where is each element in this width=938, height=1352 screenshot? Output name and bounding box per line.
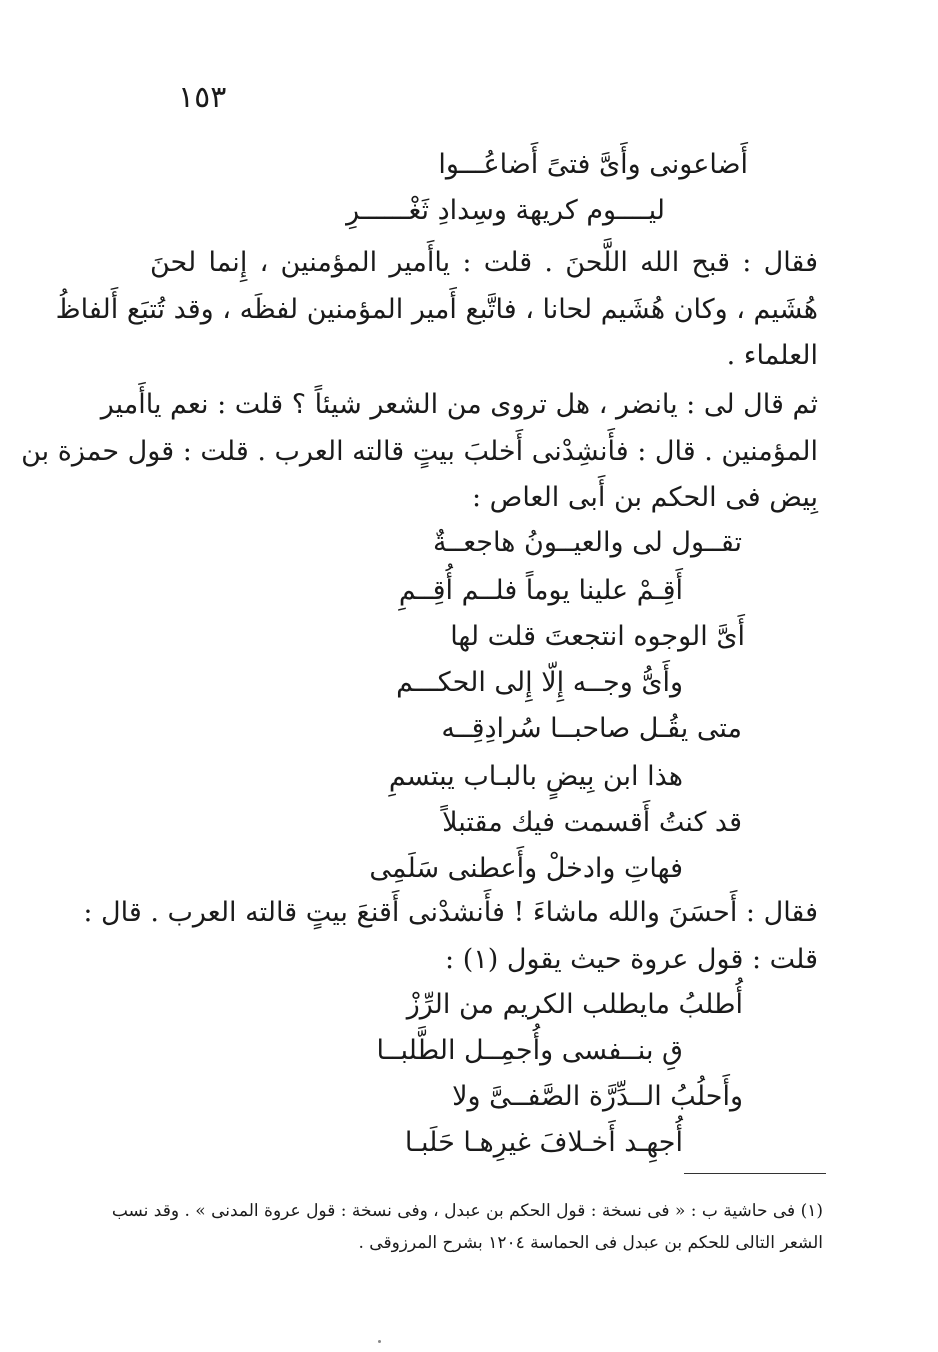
prose-line: المؤمنين . قال : فأَنشِدْنى أَخلبَ بيتٍ قالته العرب . قلت : قول حمزة بن (21, 436, 818, 467)
poem-hemistich: قد كنتُ أَقسمت فيك مقتبلاً (442, 807, 742, 838)
footnote-line: (١) فى حاشية ب : « فى نسخة : قول الحكم بن عبدل ، وفى نسخة : قول عروة المدنى » . وقد نسب (111, 1201, 823, 1221)
poem-hemistich: أَىَّ الوجوه انتجعتَ قلت لها (450, 621, 745, 652)
poem-hemistich: تقــول لى والعيــونُ هاجعــةٌ (432, 527, 742, 558)
poem-hemistich: أُطلبُ مايطلب الكريم من الرِّزْ (406, 989, 743, 1020)
prose-line: قلت : قول عروة حيث يقول (١) : (445, 944, 818, 975)
prose-line: فقال : قبح الله اللَّحنَ . قلت : ياأَمير المؤمنين ، إِنما لحنَ (150, 247, 818, 278)
prose-line: فقال : أَحسَنَ والله ماشاءَ ! فأَنشدْنى أَقنعَ بيتٍ قالته العرب . قال : (83, 897, 818, 928)
prose-line: ثم قال لى : يانضر ، هل تروى من الشعر شيئاً ؟ قلت : نعم ياأَمير (100, 389, 818, 420)
poem-hemistich: هذا ابن بِيضٍ بالبـاب يبتسمِ (388, 761, 683, 792)
verse-hemistich: ليــــوم كريهة وسِدادِ ثَغْــــــرِ (346, 195, 665, 226)
footnote-line: الشعر التالى للحكم بن عبدل فى الحماسة ١٢٠٤ بشرح المرزوقى . (358, 1233, 823, 1253)
verse-hemistich: أَضاعونى وأَىَّ فتىً أَضاعُـــوا (438, 149, 748, 180)
prose-line: العلماء . (726, 340, 818, 371)
prose-line: هُشَيم ، وكان هُشَيم لحانا ، فاتَّبع أَمير المؤمنين لفظَه ، وقد تُتبَع أَلفاظُ (55, 294, 818, 325)
poem-hemistich: وأَحلُبُ الــدِّرَّة الصَّفــىَّ ولا (452, 1081, 743, 1112)
footnote-separator (684, 1173, 826, 1174)
poem-hemistich: أَقِـمْ علينا يوماً فلــم أُقِــمِ (398, 575, 683, 606)
prose-line: بِيض فى الحكم بن أَبى العاص : (472, 482, 818, 513)
page-number: ١٥٣ (178, 80, 227, 115)
poem-hemistich: متى يقُـل صاحبــا سُرادِقِــه (441, 713, 742, 744)
print-speck (378, 1340, 381, 1343)
poem-hemistich: فهاتِ وادخلْ وأَعطنى سَلَمِى (369, 853, 683, 884)
poem-hemistich: وأَىُّ وجــه إِلّا إِلى الحكـــم (396, 667, 683, 698)
poem-hemistich: قِ بنــفسى وأُجمِــل الطَّلبــا (376, 1035, 683, 1066)
poem-hemistich: أُجهِـد أَخـلافَ غيرِهـا حَلَبـا (404, 1127, 683, 1158)
